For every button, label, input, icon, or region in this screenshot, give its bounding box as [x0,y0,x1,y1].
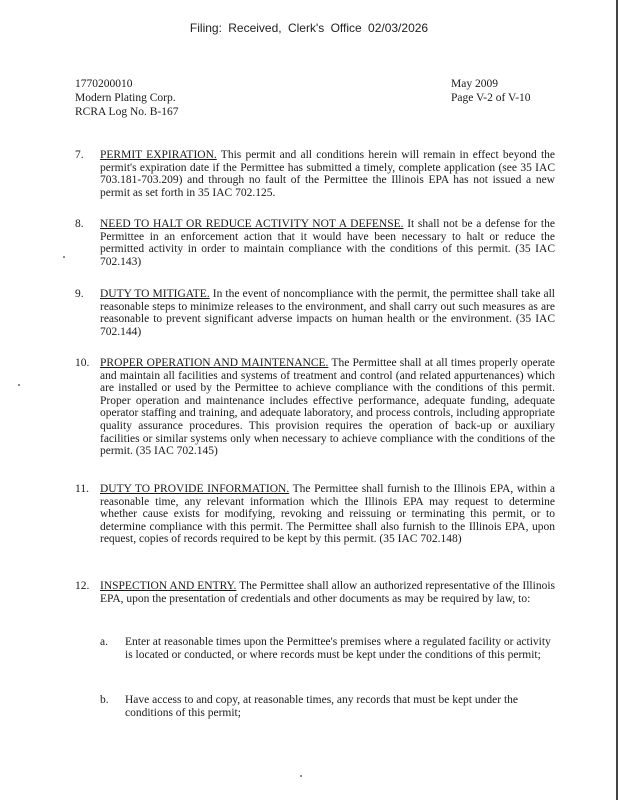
header-left [75,77,179,119]
item-heading: INSPECTION AND ENTRY. [100,580,237,592]
item-text: In the event of noncompliance with the permit, the permittee shall take all reasonable steps to minimize releases to the environment, and shall carry out such measures as are reasonable to prevent significant adverse impacts on human health or the environment. (35 IAC 702.144) [100,288,555,338]
item-heading: NEED TO HALT OR REDUCE ACTIVITY NOT A DEFENSE. [100,218,404,230]
item-10 [75,357,555,458]
item-text: The Permittee shall furnish to the Illinois EPA, within a reasonable time, any relevant information which the Illinois EPA may request to determine whether cause exists for modifying, revoking and reissuing or terminating this permit, or to determine compliance with this permit. The Permittee shall also furnish to the Illinois EPA, upon request, copies of records required to be kept by this permit. (35 IAC 702.148) [100,483,555,546]
item-heading: DUTY TO PROVIDE INFORMATION. [100,483,290,495]
item-heading: PERMIT EXPIRATION. [100,149,217,161]
subitem-letter: b. [100,694,109,706]
item-number: 11. [75,483,89,495]
permit-number: 1770200010 [75,78,133,90]
scan-speck [18,384,20,386]
item-8 [75,218,555,268]
item-number: 10. [75,357,90,369]
page-number: Page V-2 of V-10 [451,92,531,104]
item-9 [75,288,555,338]
document-date: May 2009 [451,78,498,90]
item-heading: DUTY TO MITIGATE. [100,288,210,300]
scan-speck [300,775,302,777]
item-text: It shall not be a defense for the Permittee in an enforcement action that it would have been necessary to halt or reduce the permitted activity in order to maintain compliance with the conditions of this permit. (35 IAC 702.143) [100,218,555,268]
company-name: Modern Plating Corp. [75,92,176,104]
filing-stamp: Filing: Received, Clerk's Office 02/03/2026 [189,21,429,35]
item-7 [75,149,555,199]
item-text: The Permittee shall at all times properly operate and maintain all facilities and systems of treatment and control (and related appurtenances) which are installed or used by the Permittee to achieve compliance with the conditions of this permit. Proper operation and maintenance includes effective performance, adequate funding, adequate operator staffing and training, and adequate laboratory, and process controls, including appropriate quality assurance procedures. This provision requires the operation of back-up or auxiliary facilities or similar systems only when necessary to achieve compliance with the conditions of the permit. (35 IAC 702.145) [100,357,555,458]
item-number: 12. [75,580,90,592]
item-11 [75,483,555,546]
log-number: RCRA Log No. B-167 [75,106,179,118]
subitem-text: Enter at reasonable times upon the Permittee's premises where a regulated facility or activity is located or conducted, or where records must be kept under the conditions of this permit; [125,636,551,661]
subitem-a [100,636,555,661]
item-number: 7. [75,149,84,161]
item-number: 9. [75,288,84,300]
item-text: This permit and all conditions herein will remain in effect beyond the permit's expiration date if the Permittee has submitted a timely, complete application (see 35 IAC 703.181-703.209) and through no fault of the Permittee the Illinois EPA has not issued a new permit as set forth in 35 IAC 702.125. [100,149,555,199]
item-number: 8. [75,218,84,230]
subitem-b [100,694,555,719]
scan-speck [63,256,65,258]
header-right [451,77,531,105]
subitem-text: Have access to and copy, at reasonable times, any records that must be kept under the conditions of this permit; [125,694,518,719]
item-12 [75,580,555,605]
item-heading: PROPER OPERATION AND MAINTENANCE. [100,357,329,369]
subitem-letter: a. [100,636,108,648]
item-text: The Permittee shall allow an authorized representative of the Illinois EPA, upon the presentation of credentials and other documents as may be required by law, to: [100,580,555,605]
